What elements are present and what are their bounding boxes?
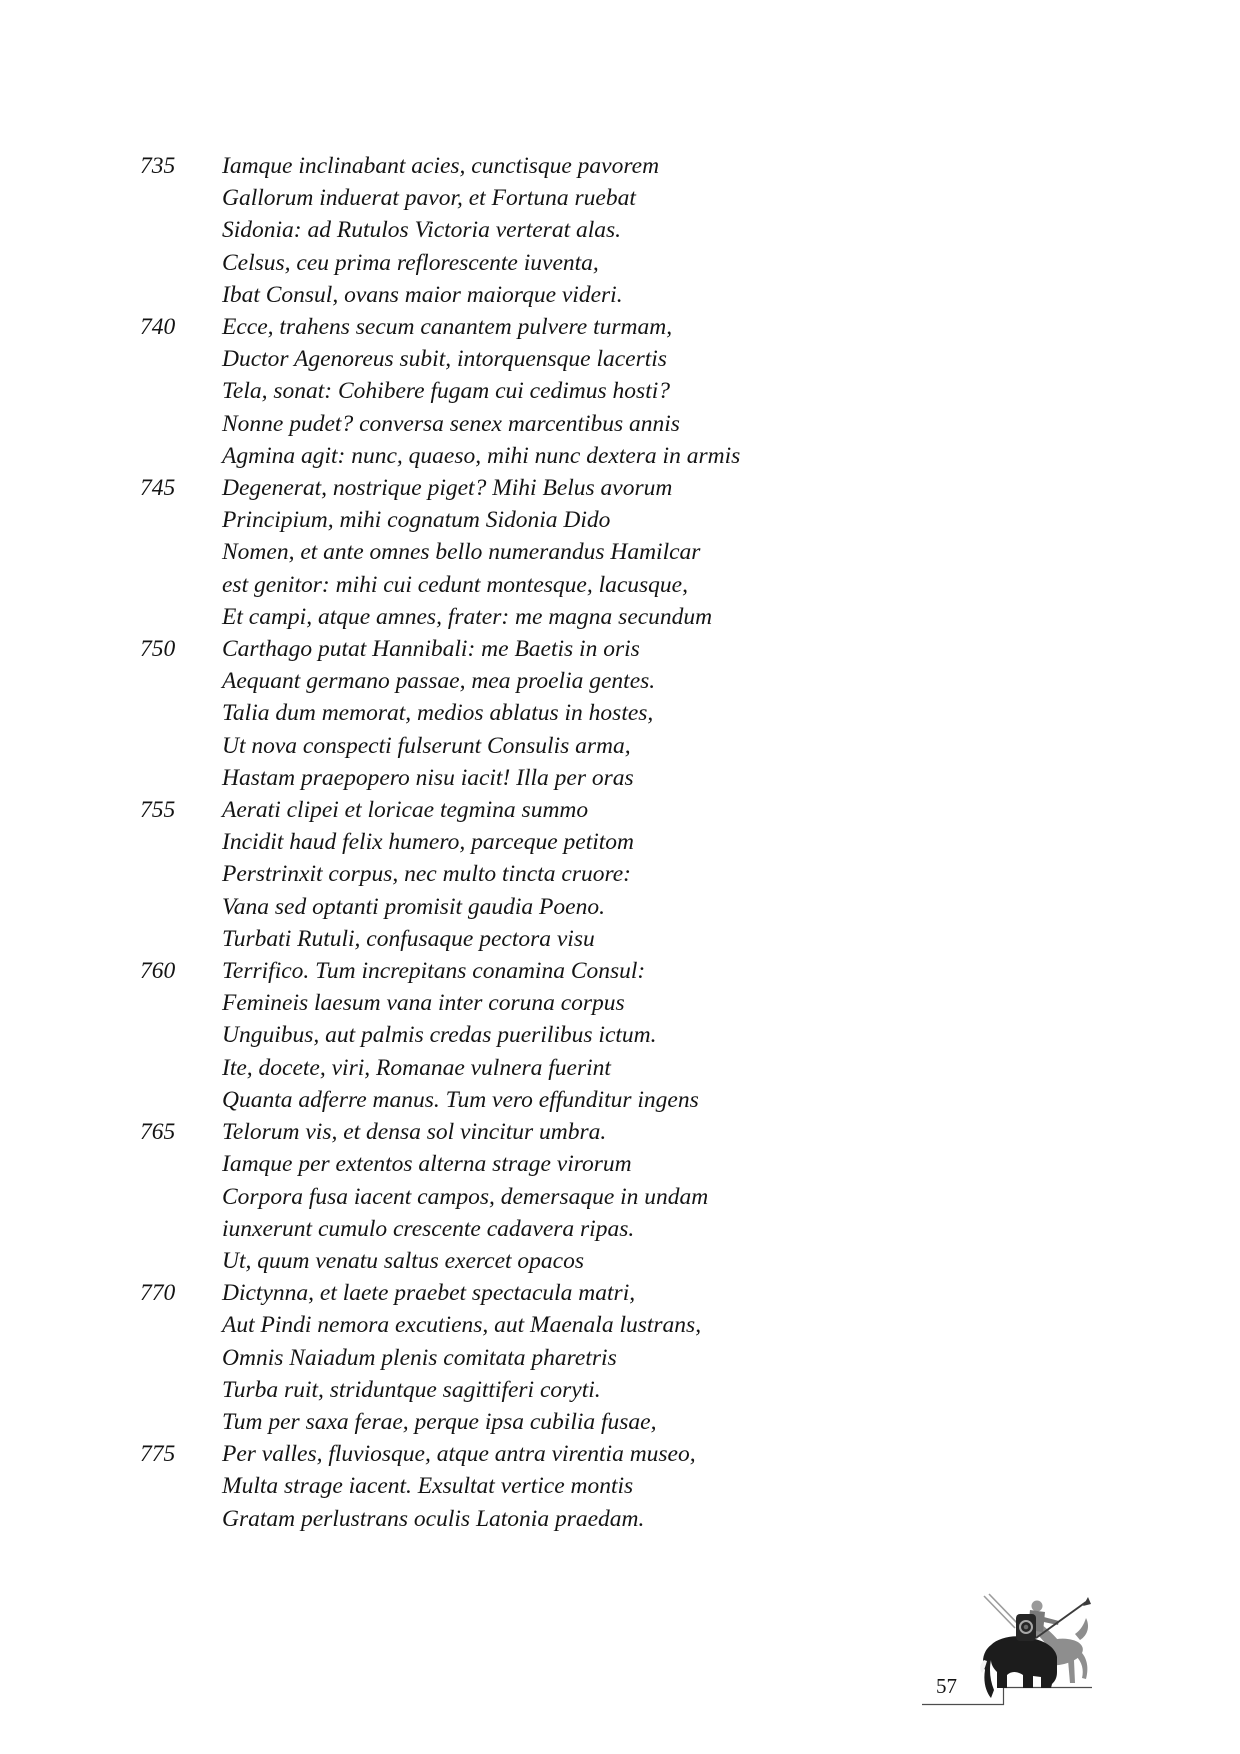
verse-line-row xyxy=(140,1213,740,1245)
verse-line-text: Sidonia: ad Rutulos Victoria verterat alas. xyxy=(222,217,622,244)
line-number xyxy=(140,601,222,633)
verse-line-row xyxy=(140,601,740,633)
verse-line-text: Nomen, et ante omnes bello numerandus Hamilcar xyxy=(222,539,701,566)
verse-line-text: Aut Pindi nemora excutiens, aut Maenala lustrans, xyxy=(222,1312,702,1339)
line-number xyxy=(140,1181,222,1213)
verse-line-text: Tela, sonat: Cohibere fugam cui cedimus hosti? xyxy=(222,378,671,405)
verse-line-row xyxy=(140,440,740,472)
verse-line-row xyxy=(140,182,740,214)
verse-line-row xyxy=(140,697,740,729)
verse-line-text: Femineis laesum vana inter coruna corpus xyxy=(222,990,625,1017)
line-number xyxy=(140,1470,222,1502)
verse-line-row xyxy=(140,408,740,440)
verse-line-text: Terrifico. Tum increpitans conamina Consul: xyxy=(222,958,646,985)
verse-line-row xyxy=(140,150,740,182)
verse-line-text: iunxerunt cumulo crescente cadavera ripas. xyxy=(222,1215,635,1242)
line-number: 765 xyxy=(140,1119,176,1146)
verse-line-row xyxy=(140,1406,740,1438)
line-number xyxy=(140,858,222,890)
verse-line-row xyxy=(140,504,740,536)
line-number xyxy=(140,891,222,923)
line-number xyxy=(140,665,222,697)
line-number xyxy=(140,279,222,311)
line-number xyxy=(140,1052,222,1084)
verse-line-text: Perstrinxit corpus, nec multo tincta cruore: xyxy=(222,861,632,888)
verse-line-row xyxy=(140,1503,740,1535)
line-number: 775 xyxy=(140,1441,176,1468)
verse-line-row xyxy=(140,923,740,955)
line-number xyxy=(140,1019,222,1051)
verse-line-row xyxy=(140,1438,740,1470)
verse-line-text: Turbati Rutuli, confusaque pectora visu xyxy=(222,925,595,952)
line-number: 750 xyxy=(140,636,176,663)
verse-line-text: Degenerat, nostrique piget? Mihi Belus avorum xyxy=(222,475,673,502)
verse-line-row xyxy=(140,1470,740,1502)
verse-line-row xyxy=(140,987,740,1019)
verse-line-row xyxy=(140,1019,740,1051)
verse-line-text: Dictynna, et laete praebet spectacula matri, xyxy=(222,1280,636,1307)
verse-line-row xyxy=(140,1052,740,1084)
verse-line-text: Quanta adferre manus. Tum vero effunditur ingens xyxy=(222,1086,699,1113)
verse-line-text: Principium, mihi cognatum Sidonia Dido xyxy=(222,507,611,534)
verse-line-row xyxy=(140,375,740,407)
verse-line-text: Omnis Naiadum plenis comitata pharetris xyxy=(222,1344,617,1371)
verse-line-row xyxy=(140,633,740,665)
verse-line-row xyxy=(140,311,740,343)
verse-line-text: Iamque per extentos alterna strage virorum xyxy=(222,1151,632,1178)
verse-line-text: Ibat Consul, ovans maior maiorque videri. xyxy=(222,281,623,308)
line-number: 735 xyxy=(140,153,176,179)
verse-line-text: Multa strage iacent. Exsultat vertice montis xyxy=(222,1473,634,1500)
line-number xyxy=(140,697,222,729)
verse-line-row xyxy=(140,343,740,375)
verse-line-row xyxy=(140,569,740,601)
line-number xyxy=(140,536,222,568)
verse-line-row xyxy=(140,1084,740,1116)
verse-line-text: Ecce, trahens secum canantem pulvere turmam, xyxy=(222,314,673,341)
verse-line-text: Ductor Agenoreus subit, intorquensque lacertis xyxy=(222,346,667,373)
line-number xyxy=(140,1084,222,1116)
verse-line-row xyxy=(140,1148,740,1180)
verse-line-row xyxy=(140,665,740,697)
verse-line-row xyxy=(140,858,740,890)
verse-line-text: Per valles, fluviosque, atque antra virentia museo, xyxy=(222,1441,696,1468)
line-number: 745 xyxy=(140,475,176,502)
verse-line-text: Ut, quum venatu saltus exercet opacos xyxy=(222,1247,584,1274)
verse-line-text: Ite, docete, viri, Romanae vulnera fuerint xyxy=(222,1054,611,1081)
verse-line-text: Aequant germano passae, mea proelia gentes. xyxy=(222,668,656,695)
line-number xyxy=(140,923,222,955)
line-number xyxy=(140,440,222,472)
verse-line-row xyxy=(140,1374,740,1406)
verse-line-row xyxy=(140,730,740,762)
verse-line-row xyxy=(140,1277,740,1309)
verse-line-text: Celsus, ceu prima reflorescente iuventa, xyxy=(222,249,599,276)
line-number xyxy=(140,247,222,279)
line-number xyxy=(140,826,222,858)
verse-line-text: Et campi, atque amnes, frater: me magna secundum xyxy=(222,603,713,630)
line-number xyxy=(140,1406,222,1438)
verse-line-row xyxy=(140,1245,740,1277)
line-number xyxy=(140,762,222,794)
verse-line-text: Telorum vis, et densa sol vincitur umbra. xyxy=(222,1119,607,1146)
verse-line-text: Ut nova conspecti fulserunt Consulis arma, xyxy=(222,732,631,759)
line-number xyxy=(140,343,222,375)
rider-shield xyxy=(1016,1614,1036,1641)
verse-line-text: Incidit haud felix humero, parceque petitom xyxy=(222,829,635,856)
light-spears xyxy=(984,1594,1019,1628)
verse-line-row xyxy=(140,955,740,987)
verse-line-row xyxy=(140,1342,740,1374)
line-number xyxy=(140,987,222,1019)
page-number: 57 xyxy=(936,1674,957,1698)
verse-line-row xyxy=(140,279,740,311)
elephant-silhouette xyxy=(983,1636,1057,1698)
verse-line-row xyxy=(140,794,740,826)
verse-line-text: Gallorum induerat pavor, et Fortuna ruebat xyxy=(222,185,636,212)
line-number xyxy=(140,1148,222,1180)
line-number: 740 xyxy=(140,314,176,341)
line-number xyxy=(140,408,222,440)
verse-line-text: Iamque inclinabant acies, cunctisque pavorem xyxy=(222,153,660,179)
verse-line-text: Unguibus, aut palmis credas puerilibus ictum. xyxy=(222,1022,657,1049)
line-number xyxy=(140,214,222,246)
line-number xyxy=(140,1309,222,1341)
verse-line-text: Corpora fusa iacent campos, demersaque in undam xyxy=(222,1183,709,1210)
line-number xyxy=(140,1342,222,1374)
line-number: 760 xyxy=(140,958,176,985)
verse-line-row xyxy=(140,472,740,504)
verse-line-text: Turba ruit, striduntque sagittiferi coryti. xyxy=(222,1376,601,1403)
line-number xyxy=(140,1503,222,1535)
verse-line-row xyxy=(140,536,740,568)
verse-line-row xyxy=(140,1181,740,1213)
line-number xyxy=(140,504,222,536)
verse-line-text: Agmina agit: nunc, quaeso, mihi nunc dextera in armis xyxy=(222,442,741,469)
line-number xyxy=(140,1213,222,1245)
verse-line-text: Tum per saxa ferae, perque ipsa cubilia fusae, xyxy=(222,1408,657,1435)
verse-line-row xyxy=(140,1309,740,1341)
verse-line-row xyxy=(140,762,740,794)
verse-line-row xyxy=(140,247,740,279)
verse-line-row xyxy=(140,214,740,246)
line-number xyxy=(140,1374,222,1406)
line-number: 755 xyxy=(140,797,176,824)
war-elephant-illustration xyxy=(900,1580,1110,1710)
verse-line-text: Carthago putat Hannibali: me Baetis in oris xyxy=(222,636,640,663)
verse-line-text: Nonne pudet? conversa senex marcentibus annis xyxy=(222,410,680,437)
line-number xyxy=(140,375,222,407)
verse-line-text: Gratam perlustrans oculis Latonia praedam. xyxy=(222,1505,645,1532)
line-number xyxy=(140,182,222,214)
verse-line-row xyxy=(140,826,740,858)
verse-line-row xyxy=(140,1116,740,1148)
verse-line-text: Talia dum memorat, medios ablatus in hostes, xyxy=(222,700,654,727)
verse-line-text: est genitor: mihi cui cedunt montesque, lacusque, xyxy=(222,571,688,598)
line-number xyxy=(140,1245,222,1277)
verse-line-row xyxy=(140,891,740,923)
verse-line-text: Hastam praepopero nisu iacit! Illa per oras xyxy=(222,764,634,791)
line-number: 770 xyxy=(140,1280,176,1307)
line-number xyxy=(140,569,222,601)
verse-line-text: Vana sed optanti promisit gaudia Poeno. xyxy=(222,893,605,920)
line-number xyxy=(140,730,222,762)
verse-block xyxy=(140,150,740,1535)
verse-line-text: Aerati clipei et loricae tegmina summo xyxy=(222,797,589,824)
